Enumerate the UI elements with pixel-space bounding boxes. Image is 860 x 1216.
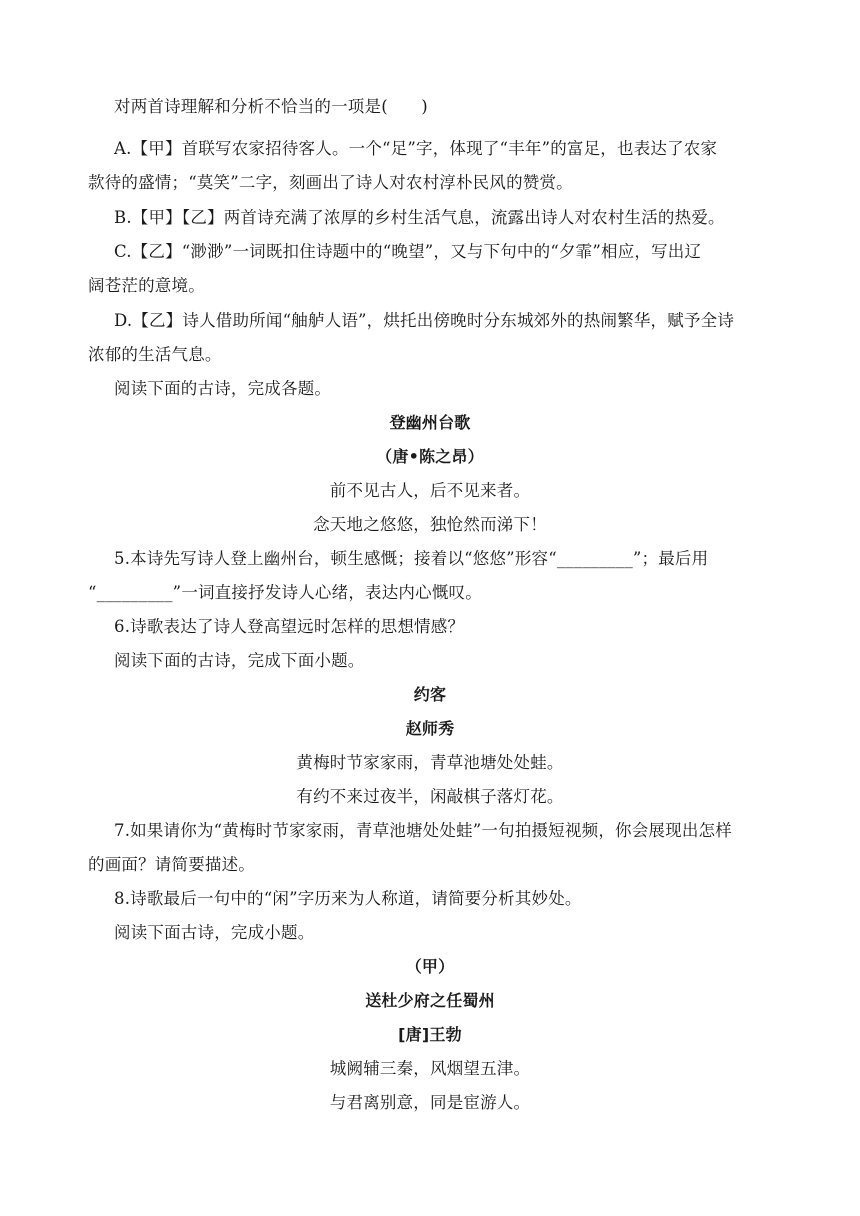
option-a-line2: 款待的盛情；“莫笑”二字，刻画出了诗人对农村淳朴民风的赞赏。	[88, 173, 573, 192]
poem4-title: 送杜少府之任蜀州	[365, 991, 495, 1010]
poem2-title: 登幽州台歌	[389, 413, 471, 432]
option-c-line2: 阔苍茫的意境。	[88, 276, 205, 295]
question-7-line2: 的画面？请简要描述。	[88, 855, 255, 874]
poem4-line2: 与君离别意，同是宦游人。	[329, 1093, 531, 1112]
poem3-line2: 有约不来过夜半，闲敲棋子落灯花。	[296, 787, 564, 806]
poem4-author: [唐]王勃	[398, 1025, 462, 1044]
poem2-line2: 念天地之悠悠，独怆然而涕下！	[313, 515, 547, 534]
question-6: 6.诗歌表达了诗人登高望远时怎样的思想情感？	[114, 617, 465, 636]
poem4-line1: 城阙辅三秦，风烟望五津。	[329, 1059, 531, 1078]
poem4-label: （甲）	[405, 957, 455, 976]
question-8: 8.诗歌最后一句中的“闲”字历来为人称道，请简要分析其妙处。	[114, 889, 582, 908]
question-7-line1: 7.如果请你为“黄梅时节家家雨，青草池塘处处蛙”一句拍摄短视频，你会展现出怎样	[114, 821, 732, 840]
poem3-author: 赵师秀	[405, 719, 455, 738]
poem2-line1: 前不见古人，后不见来者。	[329, 481, 531, 500]
question-5-line2: “_________”一词直接抒发诗人心绪，表达内心慨叹。	[88, 583, 482, 602]
section2-instruction: 阅读下面的古诗，完成各题。	[114, 379, 332, 398]
option-d-line1: D.【乙】诗人借助所闻“舳舻人语”，烘托出傍晚时分东城郊外的热闹繁华，赋予全诗	[114, 311, 735, 330]
option-d-line2: 浓郁的生活气息。	[88, 345, 222, 364]
question-stem: 对两首诗理解和分析不恰当的一项是( )	[114, 97, 428, 116]
poem2-author: （唐•陈之昂）	[376, 447, 484, 466]
question-5-line1: 5.本诗先写诗人登上幽州台，顿生感慨；接着以“悠悠”形容“_________”；最后用	[114, 549, 709, 568]
poem3-line1: 黄梅时节家家雨，青草池塘处处蛙。	[296, 753, 564, 772]
option-b-line1: B.【甲】【乙】两首诗充满了浓厚的乡村生活气息，流露出诗人对农村生活的热爱。	[114, 208, 725, 227]
option-a-line1: A.【甲】首联写农家招待客人。一个“足”字，体现了“丰年”的富足，也表达了农家	[114, 139, 718, 158]
poem3-title: 约客	[413, 685, 447, 704]
option-c-line1: C.【乙】“渺渺”一词既扣住诗题中的“晚望”，又与下句中的“夕霏”相应，写出辽	[114, 242, 702, 261]
section4-instruction: 阅读下面古诗，完成小题。	[114, 923, 315, 942]
section3-instruction: 阅读下面的古诗，完成下面小题。	[114, 651, 365, 670]
